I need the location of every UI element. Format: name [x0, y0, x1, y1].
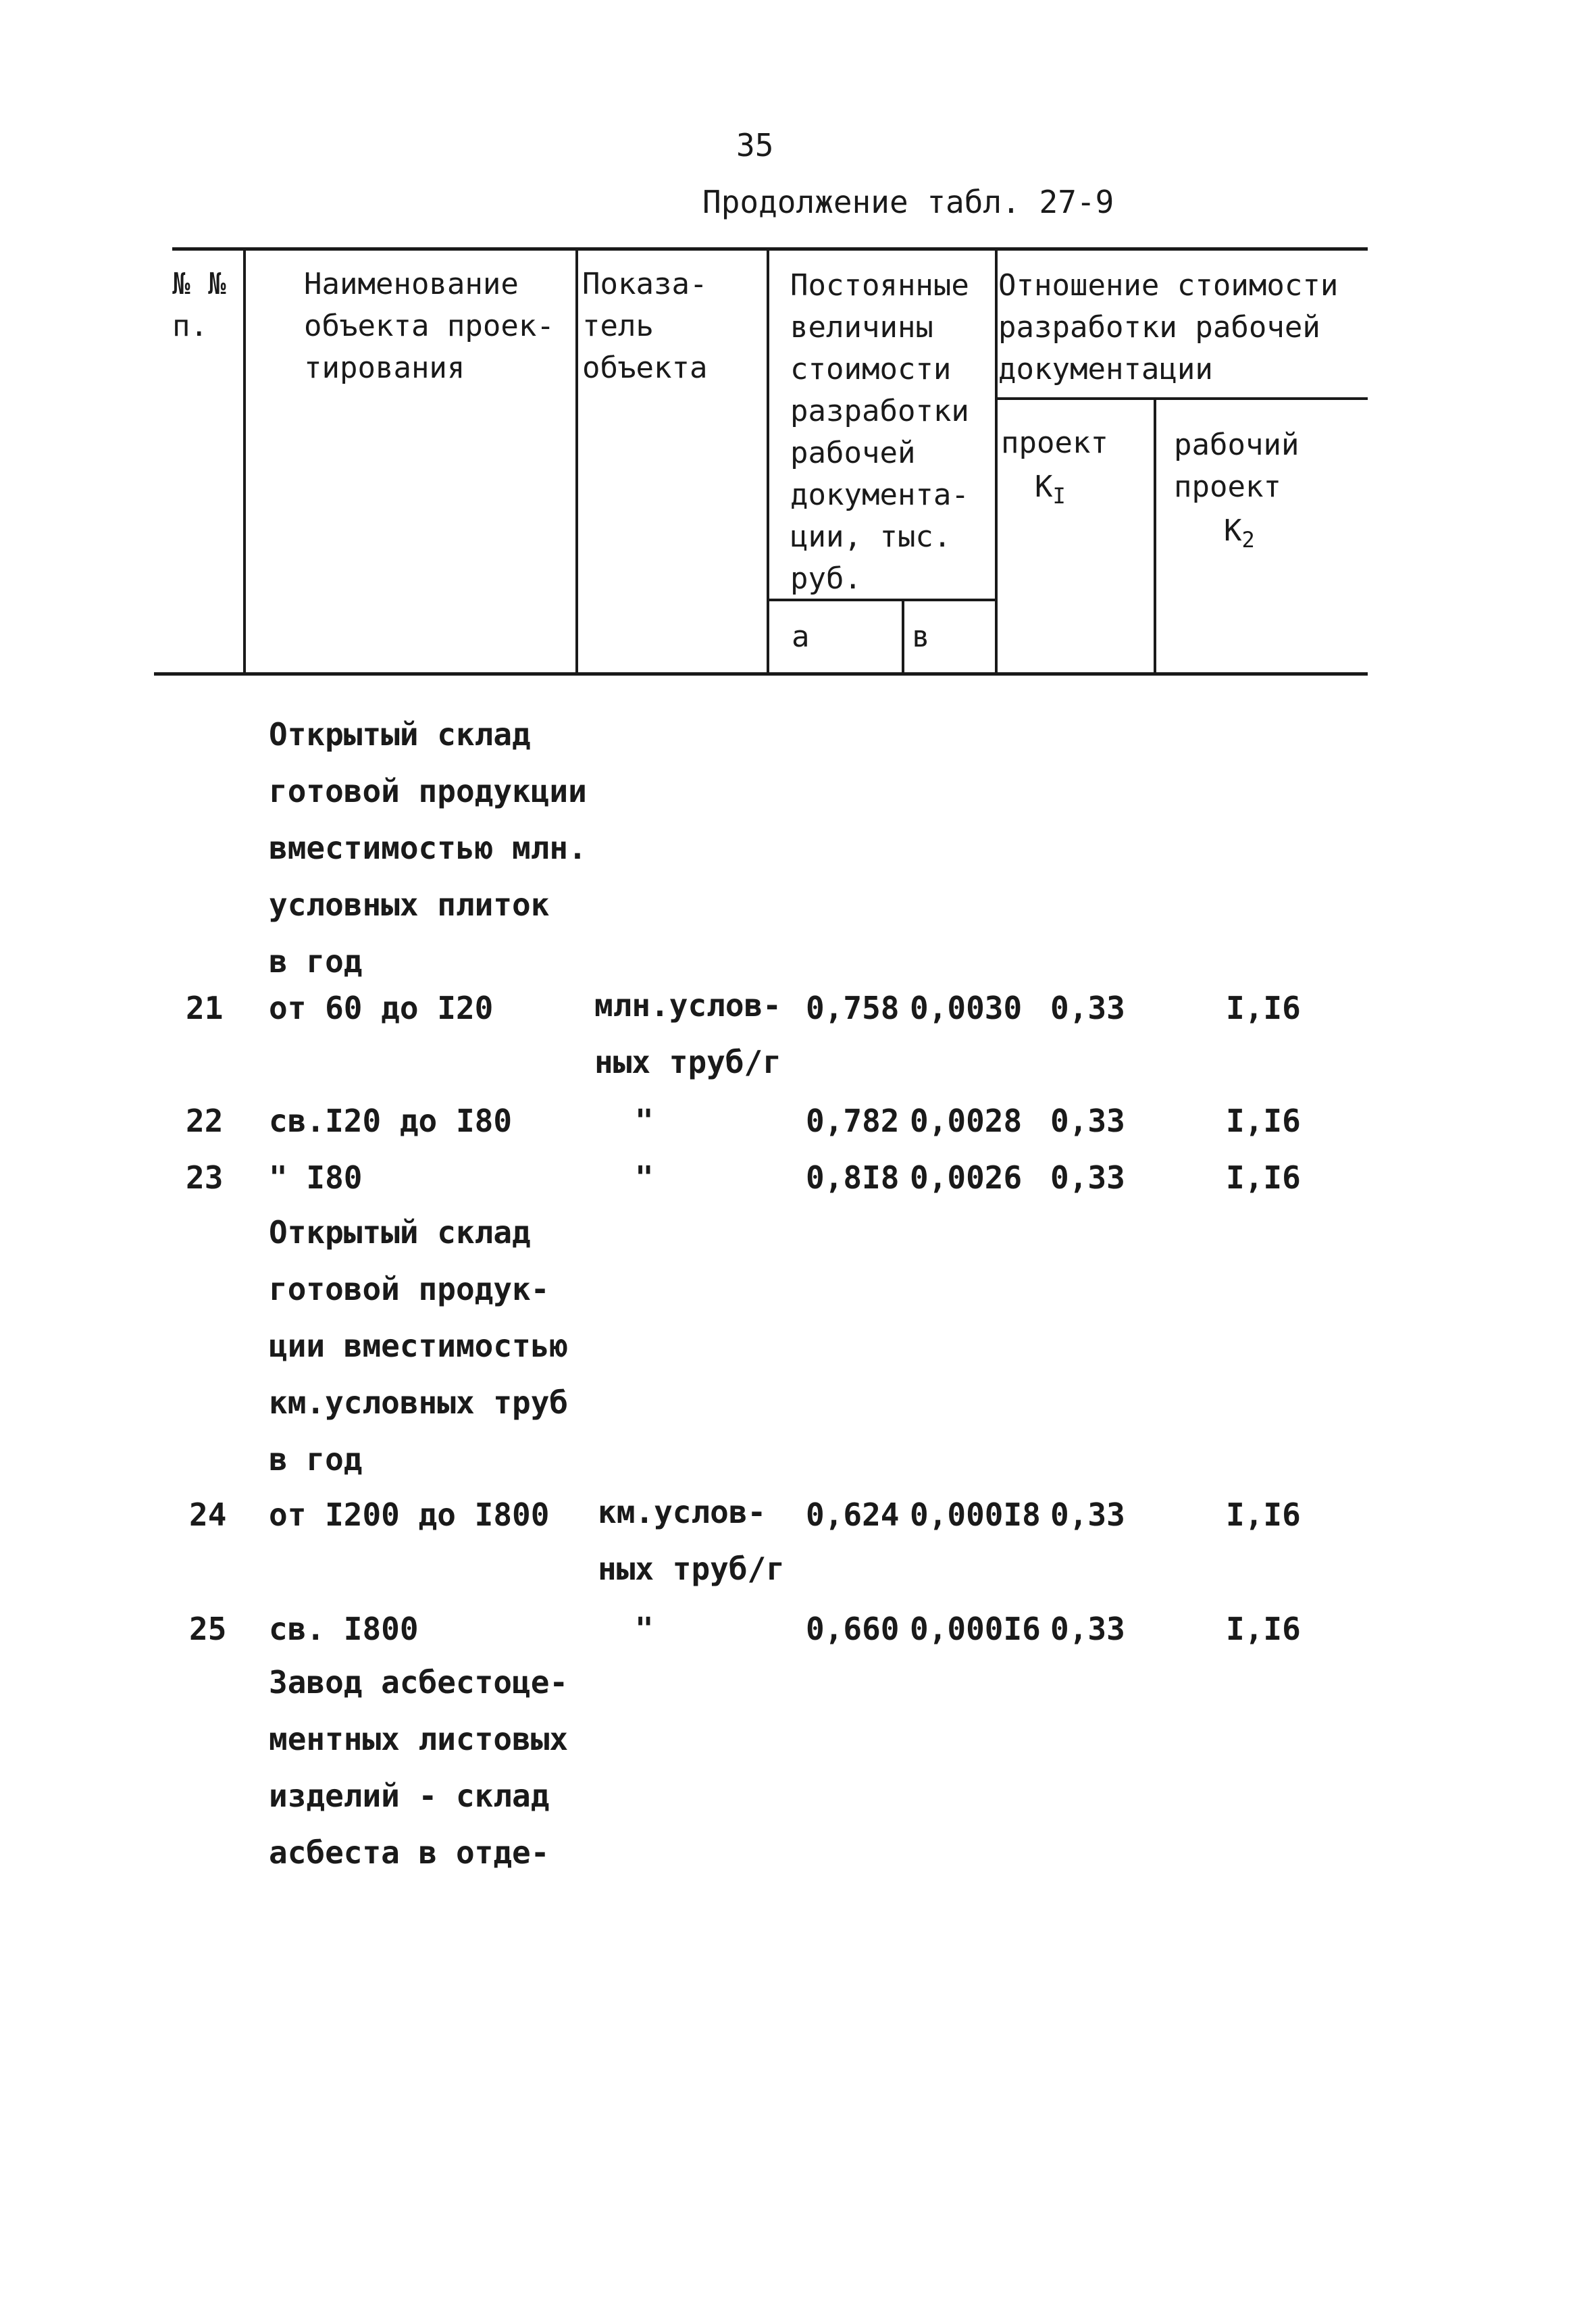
row-value-b: 0,0028	[910, 1103, 1023, 1139]
row-k2: I,I6	[1226, 1103, 1301, 1139]
row-k1: 0,33	[1050, 1103, 1125, 1139]
section-heading-3: Завод асбестоце- ментных листовых изделий - склад асбеста в отде-	[269, 1664, 569, 1871]
row-k2: I,I6	[1226, 990, 1301, 1026]
header-rabochiy: рабочий проект	[1174, 428, 1299, 504]
ratio-rule	[995, 397, 1368, 400]
header-ratio: Отношение стоимости разработки рабочей документации	[998, 268, 1339, 386]
row-name: от 60 до I20	[269, 990, 494, 1026]
section-heading-1: Открытый склад готовой продукции вместимостью млн. условных плиток в год	[269, 716, 587, 980]
row-value-b: 0,0030	[910, 990, 1023, 1026]
row-num: 25	[189, 1611, 227, 1647]
col-divider-k	[1154, 397, 1156, 674]
row-k1: 0,33	[1050, 1611, 1125, 1647]
row-name: от I200 до I800	[269, 1496, 550, 1533]
row-value-b: 0,000I6	[910, 1611, 1041, 1647]
col-divider-2	[575, 249, 578, 674]
col-divider-3	[767, 249, 769, 674]
row-value-a: 0,624	[806, 1496, 900, 1533]
row-name: св. I800	[269, 1611, 419, 1647]
row-value-b: 0,000I8	[910, 1496, 1041, 1533]
row-indicator: км.услов- ных труб/г	[598, 1494, 785, 1587]
row-k1: 0,33	[1050, 1159, 1125, 1196]
header-proekt: проект	[1001, 426, 1108, 460]
row-num: 24	[189, 1496, 227, 1533]
header-constant: Постоянные величины стоимости разработки рабочей документа- ции, тыс. руб.	[790, 268, 969, 596]
row-k2: I,I6	[1226, 1159, 1301, 1196]
row-indicator: млн.услов- ных труб/г	[594, 987, 781, 1080]
header-indicator: Показа- тель объекта	[582, 267, 708, 385]
row-num: 21	[186, 990, 224, 1026]
header-top-rule	[172, 247, 1368, 251]
row-num: 23	[186, 1159, 224, 1196]
col-divider-4	[995, 249, 998, 674]
row-k2: I,I6	[1226, 1611, 1301, 1647]
row-value-a: 0,660	[806, 1611, 900, 1647]
row-k1: 0,33	[1050, 1496, 1125, 1533]
row-name: " I80	[269, 1159, 363, 1196]
header-sub-b: в	[912, 620, 930, 654]
row-value-a: 0,758	[806, 990, 900, 1026]
section-heading-2: Открытый склад готовой продук- ции вместимостью км.условных труб в год	[269, 1214, 569, 1478]
row-k1: 0,33	[1050, 990, 1125, 1026]
row-indicator: "	[635, 1159, 654, 1196]
header-num: № № п.	[172, 267, 226, 343]
header-k2: $К_2$	[1224, 513, 1255, 553]
col-divider-ab	[902, 600, 904, 674]
row-value-a: 0,8I8	[806, 1159, 900, 1196]
row-k2: I,I6	[1226, 1496, 1301, 1533]
row-indicator: "	[635, 1103, 654, 1139]
row-name: св.I20 до I80	[269, 1103, 513, 1139]
page-number: 35	[736, 127, 774, 164]
header-bottom-rule	[154, 672, 1368, 676]
row-value-b: 0,0026	[910, 1159, 1023, 1196]
header-k1: $К_I$	[1035, 470, 1066, 509]
col-divider-1	[243, 249, 246, 674]
row-indicator: "	[635, 1611, 654, 1647]
row-num: 22	[186, 1103, 224, 1139]
header-sub-a: а	[792, 620, 810, 654]
table-caption: Продолжение табл. 27-9	[702, 184, 1114, 220]
header-name: Наименование объекта проек- тирования	[304, 267, 555, 385]
row-value-a: 0,782	[806, 1103, 900, 1139]
